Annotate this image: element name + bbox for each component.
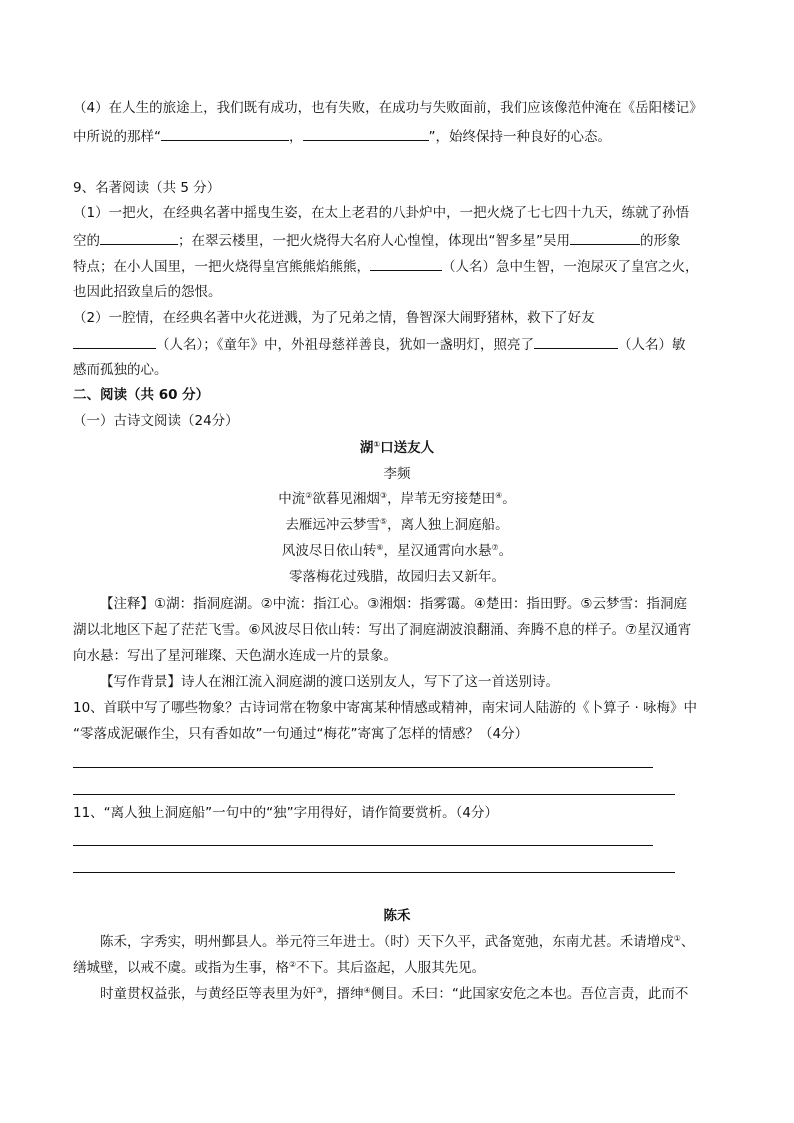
answer-line[interactable] xyxy=(73,845,653,846)
q9-text: （人名）；《童年》中，外祖母慈祥善良，犹如一盏明灯，照亮了 xyxy=(156,337,534,353)
q9-p1-line4: 也因此招致皇后的怨恨。 xyxy=(73,284,222,300)
q8-4-text-a: 中所说的那样“ xyxy=(73,129,161,145)
prose-title: 陈禾 xyxy=(383,908,411,924)
notes-line-2: 湖以北地区下起了茫茫飞雪。⑥风波尽日依山转：写出了洞庭湖波浪翻涌、奔腾不息的样子。⑦星汉通宵 xyxy=(73,622,692,638)
q8-4-line2 xyxy=(73,126,611,147)
footnote-marker: ④ xyxy=(495,491,503,500)
poem-line-2 xyxy=(0,515,794,535)
section-title: 二、阅读（共 60 分） xyxy=(73,387,210,403)
poem-text: 风波尽日依山转 xyxy=(281,543,377,559)
poem-text: ，离人独上洞庭船。 xyxy=(387,517,509,533)
q9-text: ；在翠云楼里，一把火烧得大名府人心惶惶，体现出“智多星”吴用 xyxy=(178,233,570,249)
prose-p2-line1 xyxy=(100,984,688,1004)
poem-text: 中流 xyxy=(278,491,306,507)
poem-text: 。 xyxy=(498,543,513,559)
q10-line1: 10、首联中写了哪些物象？古诗词常在物象中寄寓某种情感或精神，南宋词人陆游的《卜算子 · 咏梅》中 xyxy=(73,700,698,716)
prose-text: 时童贯权益张，与黄经臣等表里为奸 xyxy=(100,986,316,1002)
answer-blank-7[interactable] xyxy=(534,334,618,349)
poem-line-3 xyxy=(0,541,794,561)
poem-text: 。 xyxy=(502,491,516,507)
q8-4-line1: （4）在人生的旅途上，我们既有成功，也有失败，在成功与失败面前，我们应该像范仲淹在《岳阳楼记》 xyxy=(73,100,703,116)
poem-line-4: 零落梅花过残腊，故园归去又新年。 xyxy=(289,569,505,585)
q9-p2-line2 xyxy=(73,334,686,355)
prose-p1-line1 xyxy=(100,932,694,952)
footnote-marker: ③ xyxy=(379,491,388,500)
q9-text: 空的 xyxy=(73,233,100,249)
prose-text: 侧目。禾曰：“此国家安危之本也。吾位言责，此而不 xyxy=(370,986,689,1002)
answer-blank-1[interactable] xyxy=(161,126,289,141)
answer-blank-2[interactable] xyxy=(303,126,429,141)
prose-text: 不下。其后盗起，人服其先见。 xyxy=(296,960,486,976)
notes-line-1: 【注释】①湖：指洞庭湖。②中流：指江心。③湘烟：指雾霭。④楚田：指田野。⑤云梦雪：指洞庭 xyxy=(100,596,688,612)
q8-4-text-c: ”，始终保持一种良好的心态。 xyxy=(428,129,611,145)
answer-blank-3[interactable] xyxy=(100,230,178,245)
footnote-marker: ⑥ xyxy=(376,543,384,552)
prose-text: 缮城壁，以戒不虞。或指为生事，格 xyxy=(73,960,289,976)
footnote-marker: ⑦ xyxy=(491,543,499,552)
footnote-marker: ⑤ xyxy=(379,517,388,526)
footnote-marker: ③ xyxy=(316,986,324,995)
poem-text: ，岸苇无穷接楚田 xyxy=(387,491,496,507)
notes-line-3: 向水悬：写出了星河璀璨、天色湖水连成一片的景象。 xyxy=(73,648,397,664)
q11-line1: 11、“离人独上洞庭船”一句中的“独”字用得好，请作简要赏析。（4分） xyxy=(73,805,498,821)
poem-title-text: 口送友人 xyxy=(380,440,435,456)
q9-text: 的形象 xyxy=(640,233,681,249)
footnote-marker: ① xyxy=(673,934,681,943)
q9-p2-line1: （2）一腔情，在经典名著中火花迸溅，为了兄弟之情，鲁智深大闹野猪林，救下了好友 xyxy=(73,310,595,326)
prose-text: 、 xyxy=(680,934,695,950)
q9-p1-line1: （1）一把火，在经典名著中摇曳生姿，在太上老君的八卦炉中，一把火烧了七七四十九天，练就了孙悟 xyxy=(73,205,690,221)
answer-line[interactable] xyxy=(73,794,675,795)
prose-text: ，搢绅 xyxy=(323,986,364,1002)
answer-blank-5[interactable] xyxy=(370,256,442,271)
q9-text: （人名）敏 xyxy=(618,337,686,353)
answer-blank-4[interactable] xyxy=(570,230,640,245)
answer-blank-6[interactable] xyxy=(73,334,156,349)
q10-line2: “零落成泥碾作尘，只有香如故”一句通过“梅花”寄寓了怎样的情感？（4分） xyxy=(73,726,529,742)
q9-p1-line2 xyxy=(73,230,681,251)
q9-text: 特点；在小人国里，一把火烧得皇宫熊熊焰熊熊， xyxy=(73,259,370,275)
q9-p2-line3: 感而孤独的心。 xyxy=(73,362,168,378)
poem-text: 去雁远冲云梦雪 xyxy=(285,517,380,533)
prose-p1-line2 xyxy=(73,958,485,978)
answer-line[interactable] xyxy=(73,767,653,768)
q9-text: （人名）急中生智，一泡尿灭了皇宫之火， xyxy=(442,259,699,275)
poem-title-text: 湖 xyxy=(359,440,374,456)
subsection-title: （一）古诗文阅读（24分） xyxy=(73,413,239,429)
poem-author: 李频 xyxy=(383,466,411,482)
poem-text: ，星汉通霄向水悬 xyxy=(383,543,492,559)
prose-text: 陈禾，字秀实，明州鄞县人。举元符三年进士。（时）天下久平，武备宽弛，东南尤甚。禾请增戍 xyxy=(100,934,674,950)
q9-p1-line3 xyxy=(73,256,699,277)
footnote-marker: ② xyxy=(305,491,313,500)
footnote-marker: ① xyxy=(373,440,381,449)
writing-background: 【写作背景】诗人在湘江流入洞庭湖的渡口送别友人，写下了这一首送别诗。 xyxy=(100,674,559,690)
poem-line-1 xyxy=(0,489,794,509)
poem-title xyxy=(0,438,794,458)
answer-line[interactable] xyxy=(73,872,675,873)
q9-header: 9、名著阅读（共 5 分） xyxy=(73,180,221,196)
footnote-marker: ② xyxy=(289,960,297,969)
poem-text: 欲暮见湘烟 xyxy=(312,491,380,507)
footnote-marker: ④ xyxy=(363,986,371,995)
q8-4-text-b: ， xyxy=(289,129,303,145)
